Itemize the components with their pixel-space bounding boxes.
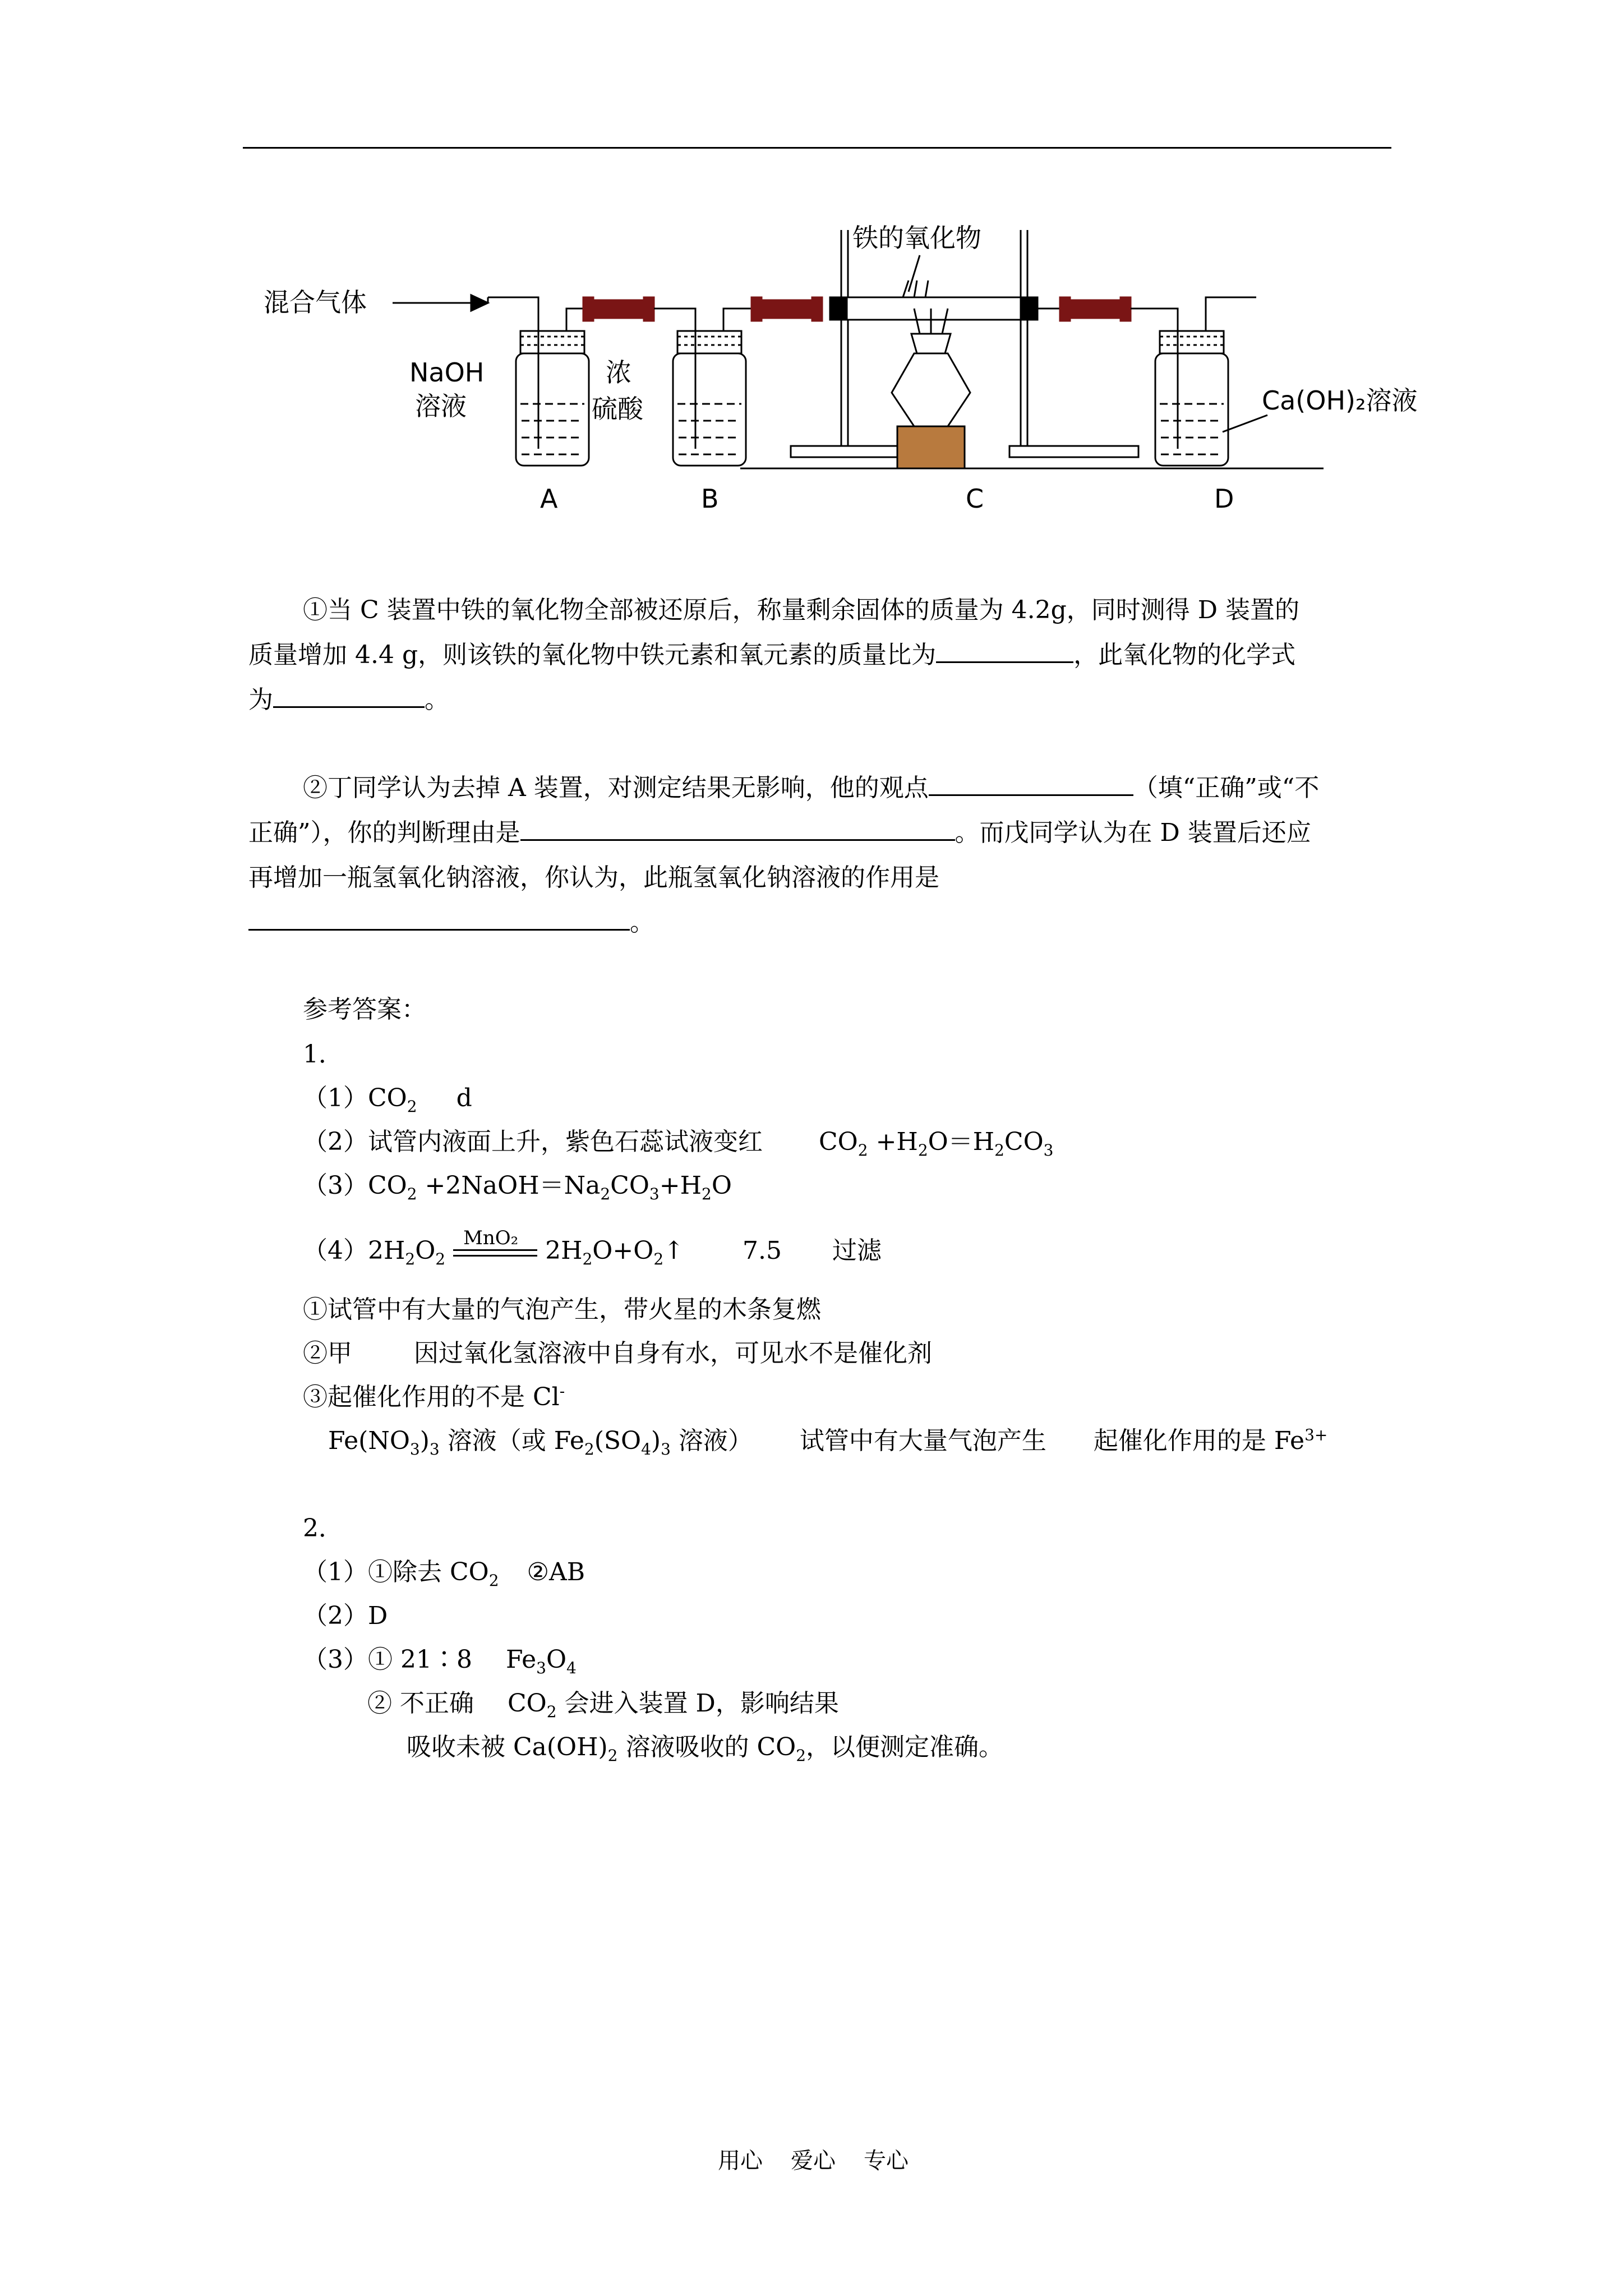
answer-blank[interactable] bbox=[936, 639, 1073, 663]
naoh-label: NaOH bbox=[409, 357, 485, 388]
answer-2-2: （2）D bbox=[303, 1602, 388, 1630]
q1-line3: 为 。 bbox=[248, 683, 449, 717]
letter-c: C bbox=[966, 484, 984, 514]
caoh-label: Ca(OH)₂溶液 bbox=[1262, 385, 1418, 416]
bottle-d bbox=[1155, 353, 1228, 466]
answer-2-1: （1）①除去 $CO_2$ ②AB bbox=[303, 1558, 585, 1590]
bottle-b bbox=[673, 353, 746, 466]
q2-line2: 正确”），你的判断理由是 。而戊同学认为在 D 装置后还应 bbox=[248, 816, 1311, 850]
footer: 用心 爱心 专心 bbox=[718, 2148, 909, 2174]
q1-line1: ①当 C 装置中铁的氧化物全部被还原后，称量剩余固体的质量为 4.2g，同时测得 D 装置的 bbox=[303, 596, 1300, 624]
letter-a: A bbox=[540, 484, 558, 514]
q2-line3: 再增加一瓶氢氧化钠溶液，你认为，此瓶氢氧化钠溶液的作用是 bbox=[248, 863, 939, 892]
alcohol-lamp bbox=[892, 353, 970, 426]
answer-2-5: 吸收未被 $Ca(OH)_2$ 溶液吸收的 $CO_2$，以便测定准确。 bbox=[407, 1733, 1004, 1765]
letter-b: B bbox=[701, 484, 719, 514]
naoh-label-2: 溶液 bbox=[415, 391, 467, 421]
answer-1-2: （2）试管内液面上升，紫色石蕊试液变红 $CO_2 +H_2O=H_2CO_3$ bbox=[303, 1128, 1054, 1159]
iron-oxide-label: 铁的氧化物 bbox=[852, 223, 981, 253]
answer-2-number: 2． bbox=[303, 1514, 343, 1543]
combustion-tube bbox=[836, 297, 1038, 320]
catalyst-arrow: MnO₂ bbox=[453, 1241, 537, 1264]
q1-line2: 质量增加 4.4 g，则该铁的氧化物中铁元素和氧元素的质量比为 ，此氧化物的化学式 bbox=[248, 638, 1295, 672]
answer-s1: ①试管中有大量的气泡产生，带火星的木条复燃 bbox=[303, 1295, 821, 1324]
answer-1-4: $(4)2H_2O_2$ MnO₂ $2H_2O+O_2↑$ 7.5 过滤 bbox=[303, 1226, 882, 1268]
apparatus-diagram bbox=[258, 213, 1424, 527]
burner-block bbox=[897, 426, 965, 468]
acid-label: 浓 bbox=[606, 357, 631, 388]
answers-title: 参考答案： bbox=[303, 995, 426, 1024]
q2-line4: 。 bbox=[248, 906, 654, 940]
q2-line1: ②丁同学认为去掉 A 装置，对测定结果无影响，他的观点 （填“正确”或“不 bbox=[303, 771, 1319, 805]
answer-1-1: $(1)CO_2$ d bbox=[303, 1084, 472, 1116]
letter-d: D bbox=[1214, 484, 1234, 514]
acid-label-2: 硫酸 bbox=[592, 394, 643, 424]
answer-s4: $Fe(NO_3)_3$ 溶液（或 $Fe_2(SO_4)_3$ 溶液） 试管中有大量气泡产生 起催化作用的是 $Fe^{3+}$ bbox=[328, 1425, 1328, 1458]
answer-blank[interactable] bbox=[248, 907, 630, 931]
header-rule bbox=[243, 147, 1391, 149]
answer-2-3: （3）① 21∶8 $Fe_3O_4$ bbox=[303, 1645, 577, 1677]
answer-1-number: 1． bbox=[303, 1040, 343, 1069]
answer-2-4: ② 不正确 $CO_2$ 会进入装置 D，影响结果 bbox=[367, 1689, 839, 1721]
answer-blank[interactable] bbox=[929, 772, 1133, 796]
bottle-a bbox=[516, 353, 589, 466]
answer-1-3: $(3)CO_2$ $+2NaOH=Na_2CO_3+H_2O$ bbox=[303, 1171, 732, 1203]
answer-s3: ③起催化作用的不是 Cl- bbox=[303, 1382, 565, 1411]
answer-blank[interactable] bbox=[273, 684, 425, 708]
answer-blank[interactable] bbox=[520, 817, 955, 841]
answer-s2: ②甲 因过氧化氢溶液中自身有水，可见水不是催化剂 bbox=[303, 1339, 932, 1368]
gas-inlet-label: 混合气体 bbox=[264, 287, 367, 318]
